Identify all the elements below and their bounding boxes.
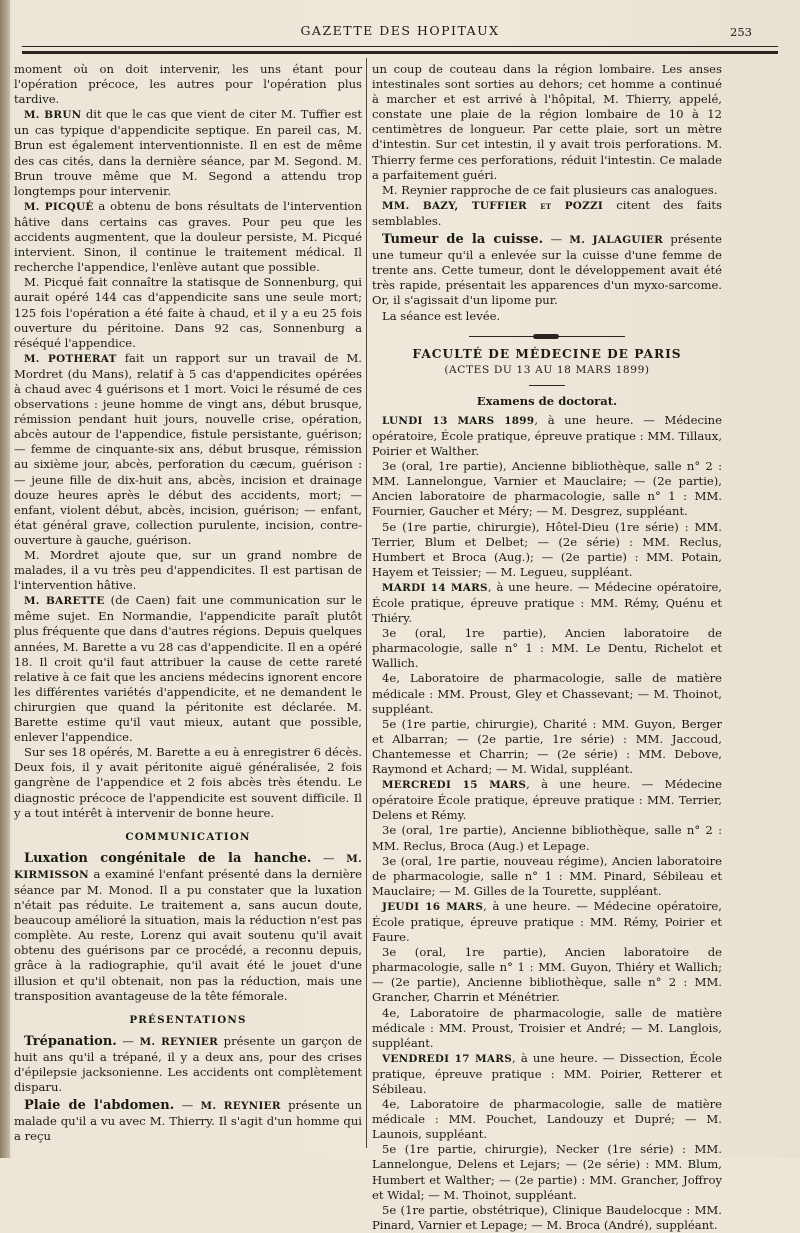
paragraph-text: fait un rapport sur un travail de M. Mordret (du Mans), relatif à 5 cas d'appendicites opérées à chaud avec 4 guérisons et 1 mort. Voici le résumé de ces observations : jeune homme de vingt ans, début brusque, rémission pendant huit jours, nouvelle crise, opération, abcès autour de l'appendice, fistule persistante, guérison; — femme de cinquante-six ans, début brusque, rémission au sixième jour, abcès, perforation du cæcum, guérison : — jeune fille de dix-huit ans, abcès, incision et drainage douze heures après le début des accidents, mort; — enfant, violent début, abcès, incision, guérison; — enfant, état général grave, collection purulente, incision, contre-ouverture à gauche, guérison. <box>14 350 362 547</box>
exam-entry: 3e (oral, 1re partie, nouveau régime), Ancien laboratoire de pharmacologie, salle n° 1 : MM. Pinard, Sébileau et Mauclaire; — M. Gilles de la Tourette, suppléant. <box>372 853 722 898</box>
paragraph-continuation: un coup de couteau dans la région lombaire. Les anses intestinales sont sorties au dehors; cet homme a continué à marcher et est arrivé à l'hôpital, M. Thierry, appelé, constate une plaie de la région lombaire de 10 à 12 centimètres de longueur. Par cette plaie, sort un mètre d'intestin. Sur cet intestin, il y avait trois perforations. M. Thierry ferme ces perforations, réduit l'intestin. Ce malade a parfaitement guéri. <box>372 62 722 182</box>
paragraph-mordret: M. Mordret ajoute que, sur un grand nombre de malades, il a vu très peu d'appendicites. Il est partisan de l'intervention hâtive. <box>14 548 362 593</box>
paragraph-trepanation: Trépanation. — M. REYNIER présente un garçon de huit ans qu'il a trépané, il y a deux ans, pour des crises d'épilepsie jacksonienne. Les accidents ont complètement disparu. <box>14 1033 363 1095</box>
paragraph-text: citent des faits semblables. <box>372 197 723 228</box>
journal-title: GAZETTE DES HOPITAUX <box>300 23 500 38</box>
lead-title: Tumeur de la cuisse. <box>382 232 544 248</box>
left-column <box>14 62 362 1144</box>
paragraph-text: (de Caen) fait une communication sur le même sujet. En Normandie, l'appendicite paraît plutôt plus fréquente que dans d'autres régions. Depuis quelques années, M. Barette a vu 28 cas d'appendicite. Il en a opéré 18. Il croit qu'il faut attribuer la cause de cette rareté relative à ce fait que les anciens médecins ignorent encore les différentes variétés d'appendicite, et ne demandent le chirurgien que quand la péritonite est déclarée. M. Barette estime qu'il vaut mieux, autant que possible, enlever l'appendice. <box>14 593 362 745</box>
paragraph-text: présente un malade qu'il a vu avec M. Thierry. Il s'agit d'un homme qui a reçu <box>14 1098 362 1144</box>
exam-text: , à une heure. — Médecine opératoire École pratique, épreuve pratique : MM. Terrier, Delens et Rémy. <box>372 777 722 823</box>
lead-title: Luxation congénitale de la hanche. <box>24 850 312 866</box>
paragraph-barette <box>14 593 362 745</box>
speaker-name: M. JALAGUIER <box>569 234 664 247</box>
exam-text: , à une heure. — Médecine opératoire, École pratique, épreuve pratique : MM. Rémy, Poirier et Faure. <box>372 898 722 945</box>
short-divider <box>529 385 565 386</box>
paragraph-sonnenburg: M. Picqué fait connaître la statisque de Sonnenburg, qui aurait opéré 144 cas d'appendicite sans une seule mort; 125 fois l'opération a été faite à chaud, et il y a eu 25 fois ouverture du péritoine. Dans 92 cas, Sonnenburg a réséqué l'appendice. <box>14 275 362 350</box>
speaker-name: M. REYNIER <box>139 1035 219 1048</box>
exam-day: MARDI 14 MARS <box>382 581 488 594</box>
speaker-name: M. POTHERAT <box>24 352 117 365</box>
paragraph-potherat <box>14 351 362 548</box>
paragraph-opening: moment où on doit intervenir, les uns étant pour l'opération précoce, les autres pour l'opération plus tardive. <box>14 62 362 107</box>
paragraph-seance-levee: La séance est levée. <box>382 308 501 323</box>
exam-entry-mercredi <box>372 777 722 823</box>
lead-title: Plaie de l'abdomen. <box>24 1098 175 1114</box>
exam-entry: 4e, Laboratoire de pharmacologie, salle de matière médicale : MM. Proust, Gley et Chassevant; — M. Thoinot, suppléant. <box>372 671 722 716</box>
paragraph-text: a examiné l'enfant présenté dans la dernière séance par M. Monod. Il a pu constater que la luxation n'était pas réduite. Le traitement a, sans aucun doute, beaucoup amélioré la situation, mais la réduction n'est pas complète. Au reste, Lorenz qui avait soutenu qu'il avait obtenu des guérisons par ce procédé, a reconnu depuis, grâce à la radiographie, qu'il avait été le jouet d'une illusion et qu'il obtenait, non pas la réduction, mais une transposition avantageuse de la tête fémorale. <box>14 866 362 1003</box>
paragraph-text: présente un garçon de huit ans qu'il a trépané, il y a deux ans, pour des crises d'épilepsie jacksonienne. Les accidents ont complètement disparu. <box>14 1033 363 1095</box>
exam-entry: 3e (oral, 1re partie), Ancien laboratoire de pharmacologie, salle n° 1 : MM. Guyon, Thiéry et Wallich; — (2e partie), Ancienne bibliothèque, salle n° 2 : MM. Grancher, Charrin et Ménétrier. <box>372 945 722 1005</box>
faculty-subheading: (ACTES DU 13 AU 18 MARS 1899) <box>444 363 650 376</box>
speaker-name: MM. BAZY, TUFFIER et POZZI <box>382 199 604 212</box>
exam-entry-lundi <box>372 413 722 459</box>
paragraph-barette-results: Sur ses 18 opérés, M. Barette a eu à enregistrer 6 décès. Deux fois, il y avait péritonite aiguë généralisée, 2 fois gangrène de l'appendice et 2 fois abcès très étendu. Le diagnostic précoce de l'appendicite est souvent difficile. Il y a tout intérêt à intervenir de bonne heure. <box>14 745 362 820</box>
column-divider <box>366 58 367 1148</box>
section-heading-presentations: PRÉSENTATIONS <box>129 1013 247 1026</box>
paragraph-brun <box>14 107 362 199</box>
exams-heading: Examens de doctorat. <box>476 393 618 408</box>
right-column <box>372 62 722 1233</box>
paragraph-tumeur: Tumeur de la cuisse. — M. JALAGUIER présente une tumeur qu'il a enlevée sur la cuisse d'une femme de trente ans. Cette tumeur, dont le développement avait été très rapide, présentait les apparences d'un myxo-sarcome. Or, il s'agissait d'un lipome pur. <box>372 232 722 308</box>
faculty-heading: FACULTÉ DE MÉDECINE DE PARIS <box>412 346 682 361</box>
paragraph-luxation: Luxation congénitale de la hanche. — M. KIRMISSON a examiné l'enfant présenté dans la dernière séance par M. Monod. Il a pu constater que la luxation n'était pas réduite. Le traitement a, sans aucun doute, beaucoup amélioré la situation, mais la réduction n'est pas complète. Au reste, Lorenz qui avait soutenu qu'il avait obtenu des guérisons par ce procédé, a reconnu depuis, grâce à la radiographie, qu'il avait été le jouet d'une illusion et qu'il obtenait, non pas la réduction, mais une transposition avantageuse de la tête fémorale. <box>14 850 362 1003</box>
exam-text: , à une heure. — Médecine opératoire, École pratique, épreuve pratique : MM. Rémy, Quénu et Thiéry. <box>372 579 722 626</box>
exam-entry: 3e (oral, 1re partie), Ancienne bibliothèque, salle n° 2 : MM. Lannelongue, Varnier et Mauclaire; — (2e partie), Ancien laboratoire de pharmacologie, salle n° 1 : MM. Fournier, Gaucher et Méry; — M. Desgrez, suppléant. <box>372 459 722 519</box>
exam-text: , à une heure. — Médecine opératoire, École pratique, épreuve pratique : MM. Tillaux, Poirier et Walther. <box>372 412 722 459</box>
exam-entry: 5e (1re partie, chirurgie), Charité : MM. Guyon, Berger et Albarran; — (2e partie, 1re série) : MM. Jaccoud, Chantemesse et Charrin; — (2e série) : MM. Debove, Raymond et Achard; — M. Widal, suppléant. <box>372 716 722 777</box>
running-head <box>0 20 800 42</box>
header-rule-thin <box>22 46 778 47</box>
exam-entry: 3e (oral, 1re partie), Ancien laboratoire de pharmacologie, salle n° 1 : MM. Le Dentu, Richelot et Wallich. <box>372 626 722 671</box>
exam-day: MERCREDI 15 MARS <box>382 779 527 792</box>
exam-entry-mardi <box>372 580 722 626</box>
exam-day: LUNDI 13 MARS 1899 <box>382 414 535 427</box>
exam-entry: 4e, Laboratoire de pharmacologie, salle de matière médicale : MM. Proust, Troisier et André; — M. Langlois, suppléant. <box>372 1005 722 1050</box>
exam-day: JEUDI 16 MARS <box>382 900 484 913</box>
speaker-name: M. REYNIER <box>200 1100 281 1113</box>
exam-entry-vendredi <box>372 1051 722 1097</box>
paragraph-reynier: M. Reynier rapproche de ce fait plusieurs cas analogues. <box>382 182 718 197</box>
speaker-name: M. BARETTE <box>24 595 105 608</box>
exam-entry: 5e (1re partie, obstétrique), Clinique Baudelocque : MM. Pinard, Varnier et Lepage; — M. Broca (André), suppléant. <box>372 1202 722 1232</box>
speaker-name: M. KIRMISSON <box>14 852 362 881</box>
exam-entry: 4e, Laboratoire de pharmacologie, salle de matière médicale : MM. Pouchet, Landouzy et Dupré; — M. Launois, suppléant. <box>372 1097 722 1142</box>
exam-entry: 5e (1re partie, chirurgie), Necker (1re série) : MM. Lannelongue, Delens et Lejars; — (2e série) : MM. Blum, Humbert et Walther; — (2e partie) : MM. Grancher, Joffroy et Widal; — M. Thoinot, suppléant. <box>372 1142 722 1202</box>
page-binding-edge <box>0 0 10 1158</box>
exam-entry-jeudi <box>372 899 722 945</box>
paragraph-picque <box>14 199 362 275</box>
speaker-name: M. BRUN <box>24 109 82 122</box>
paragraph-text: présente une tumeur qu'il a enlevée sur la cuisse d'une femme de trente ans. Cette tumeur, dont le développement avait été très rapide, présentait les apparences d'un myxo-sarcome. Or, il s'agissait d'un lipome pur. <box>372 232 722 308</box>
section-heading-communication: COMMUNICATION <box>125 830 251 843</box>
page-number: 253 <box>730 25 752 39</box>
exam-entry: 5e (1re partie, chirurgie), Hôtel-Dieu (1re série) : MM. Terrier, Blum et Delbet; — (2e série) : MM. Reclus, Humbert et Broca (Aug.); — (2e partie) : MM. Potain, Hayem et Teissier; — M. Legueu, suppléant. <box>372 519 722 579</box>
paragraph-plaie-abdomen: Plaie de l'abdomen. — M. REYNIER présente un malade qu'il a vu avec M. Thierry. Il s'agit d'un homme qui a reçu <box>14 1098 362 1144</box>
exam-entry: 3e (oral, 1re partie), Ancienne bibliothèque, salle n° 2 : MM. Reclus, Broca (Aug.) et Lepage. <box>372 823 722 853</box>
paragraph-bazy-tuffier-pozzi <box>372 198 722 229</box>
exam-text: , à une heure. — Dissection, École pratique, épreuve pratique : MM. Poirier, Retterer et Sébileau. <box>372 1050 722 1096</box>
section-ornament <box>372 336 722 337</box>
header-rule-thick <box>22 51 778 54</box>
exam-day: VENDREDI 17 MARS <box>382 1052 513 1065</box>
lead-title: Trépanation. <box>24 1033 117 1049</box>
speaker-name: M. PICQUÉ <box>24 200 94 213</box>
paragraph-text: dit que le cas que vient de citer M. Tuffier est un cas typique d'appendicite septique. En pareil cas, M. Brun est également interventionniste. Il en est de même des cas cités, dans la dernière séance, par M. Segond. M. Brun trouve même que M. Segond a attendu trop longtemps pour intervenir. <box>14 107 362 198</box>
paragraph-text: a obtenu de bons résultats de l'intervention hâtive dans certains cas graves. Pour peu que les accidents augmentent, que la douleur persiste, M. Picqué intervient. Sinon, il continue le traitement médical. Il recherche l'appendice, l'enlève autant que possible. <box>14 198 362 275</box>
